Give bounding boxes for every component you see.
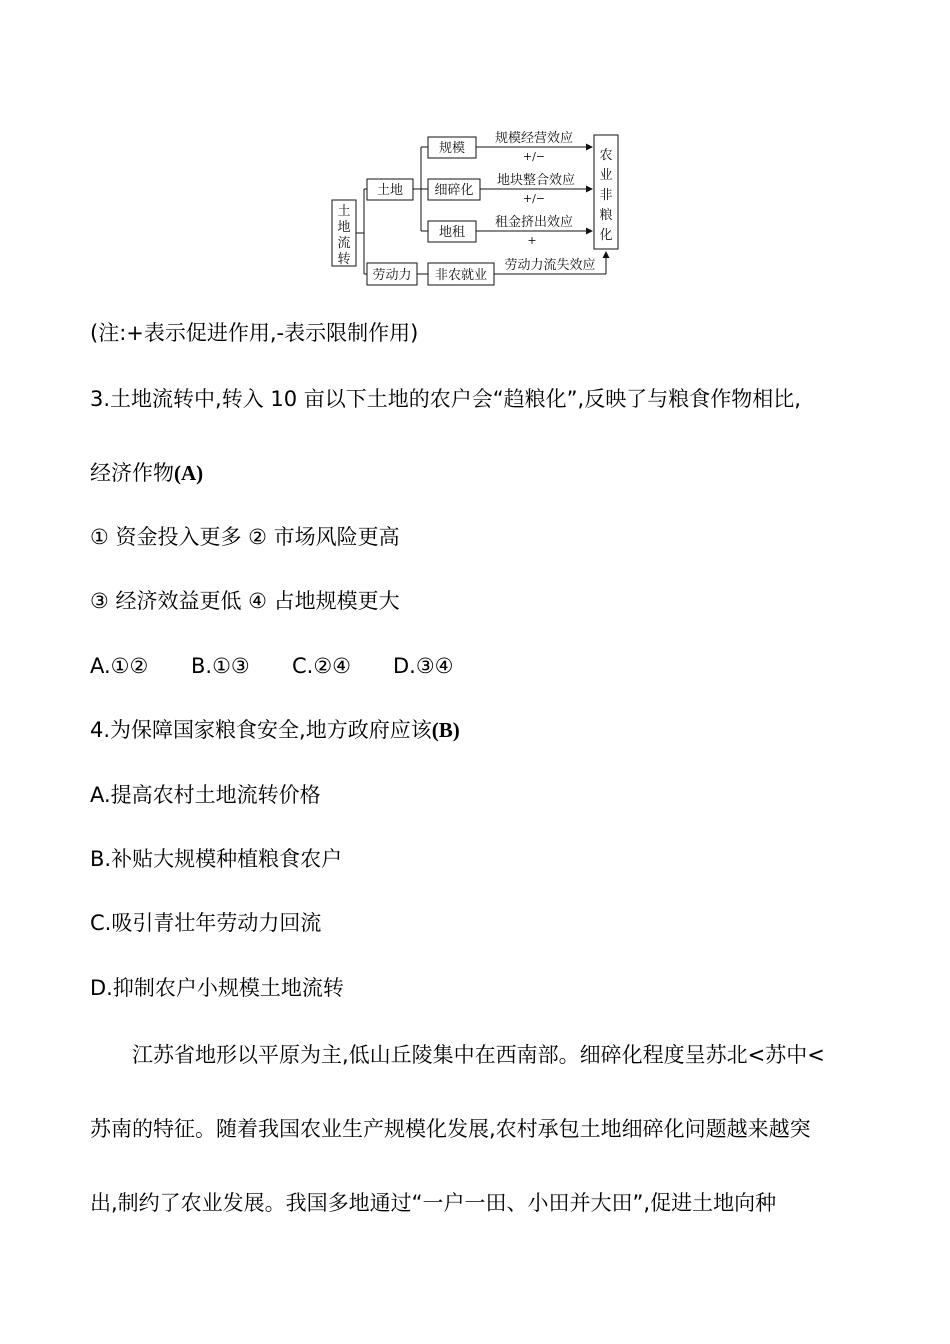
sign-scale-label: +/− xyxy=(522,150,546,163)
q4-option-b: B.补贴大规模种植粮食农户 xyxy=(90,847,343,871)
q3-option-a: A.①② xyxy=(90,654,149,678)
passage-line-2: 苏南的特征。随着我国农业生产规模化发展,农村承包土地细碎化问题越来越突 xyxy=(90,1117,811,1141)
effect-scale-label: 规模经营效应 xyxy=(494,131,574,146)
diagram-note: (注:+表示促进作用,-表示限制作用) xyxy=(90,321,419,345)
root-char-1: 土 xyxy=(337,204,351,219)
target-char-5: 化 xyxy=(599,228,613,243)
fragment-label: 细碎化 xyxy=(434,183,474,198)
q3-options xyxy=(90,651,454,681)
target-char-2: 业 xyxy=(599,168,613,183)
passage-line-1: 江苏省地形以平原为主,低山丘陵集中在西南部。细碎化程度呈苏北<苏中< xyxy=(90,1043,825,1067)
sign-fragment-label: +/− xyxy=(522,192,546,205)
q4-option-c: C.吸引青壮年劳动力回流 xyxy=(90,911,322,935)
effect-labor-label: 劳动力流失效应 xyxy=(504,258,596,273)
offfarm-label: 非农就业 xyxy=(434,268,488,283)
q3-option-c: C.②④ xyxy=(292,654,351,678)
q3-answer: (A) xyxy=(174,461,204,485)
q4-stem xyxy=(90,715,460,745)
q3-stem-text: 经济作物 xyxy=(90,461,174,485)
effect-rent-label: 租金挤出效应 xyxy=(494,215,574,230)
root-char-4: 转 xyxy=(337,252,351,267)
q4-answer: (B) xyxy=(431,718,460,742)
target-char-4: 粮 xyxy=(599,208,613,223)
q4-option-a: A.提高农村土地流转价格 xyxy=(90,783,321,807)
land-transfer-diagram xyxy=(330,128,620,292)
target-char-1: 农 xyxy=(599,148,613,163)
q3-option-d: D.③④ xyxy=(393,654,454,678)
q3-stem-line2 xyxy=(90,458,203,488)
effect-fragment-label: 地块整合效应 xyxy=(496,173,576,188)
q4-option-d: D.抑制农户小规模土地流转 xyxy=(90,976,344,1000)
q3-items-line1: ① 资金投入更多 ② 市场风险更高 xyxy=(90,525,400,549)
root-char-3: 流 xyxy=(337,236,351,251)
q3-items-line2: ③ 经济效益更低 ④ 占地规模更大 xyxy=(90,589,400,613)
labor-label: 劳动力 xyxy=(372,268,412,283)
rent-label: 地租 xyxy=(438,225,466,240)
scale-label: 规模 xyxy=(438,141,466,156)
land-label: 土地 xyxy=(376,183,404,198)
q4-stem-text: 4.为保障国家粮食安全,地方政府应该 xyxy=(90,718,432,742)
target-char-3: 非 xyxy=(599,188,613,203)
passage-line-3: 出,制约了农业发展。我国多地通过“一户一田、小田并大田”,促进土地向种 xyxy=(90,1191,777,1215)
root-char-2: 地 xyxy=(337,220,351,235)
sign-rent-label: + xyxy=(527,234,537,247)
q3-option-b: B.①③ xyxy=(191,654,250,678)
q3-stem-line1: 3.土地流转中,转入 10 亩以下土地的农户会“趋粮化”,反映了与粮食作物相比, xyxy=(90,387,801,411)
